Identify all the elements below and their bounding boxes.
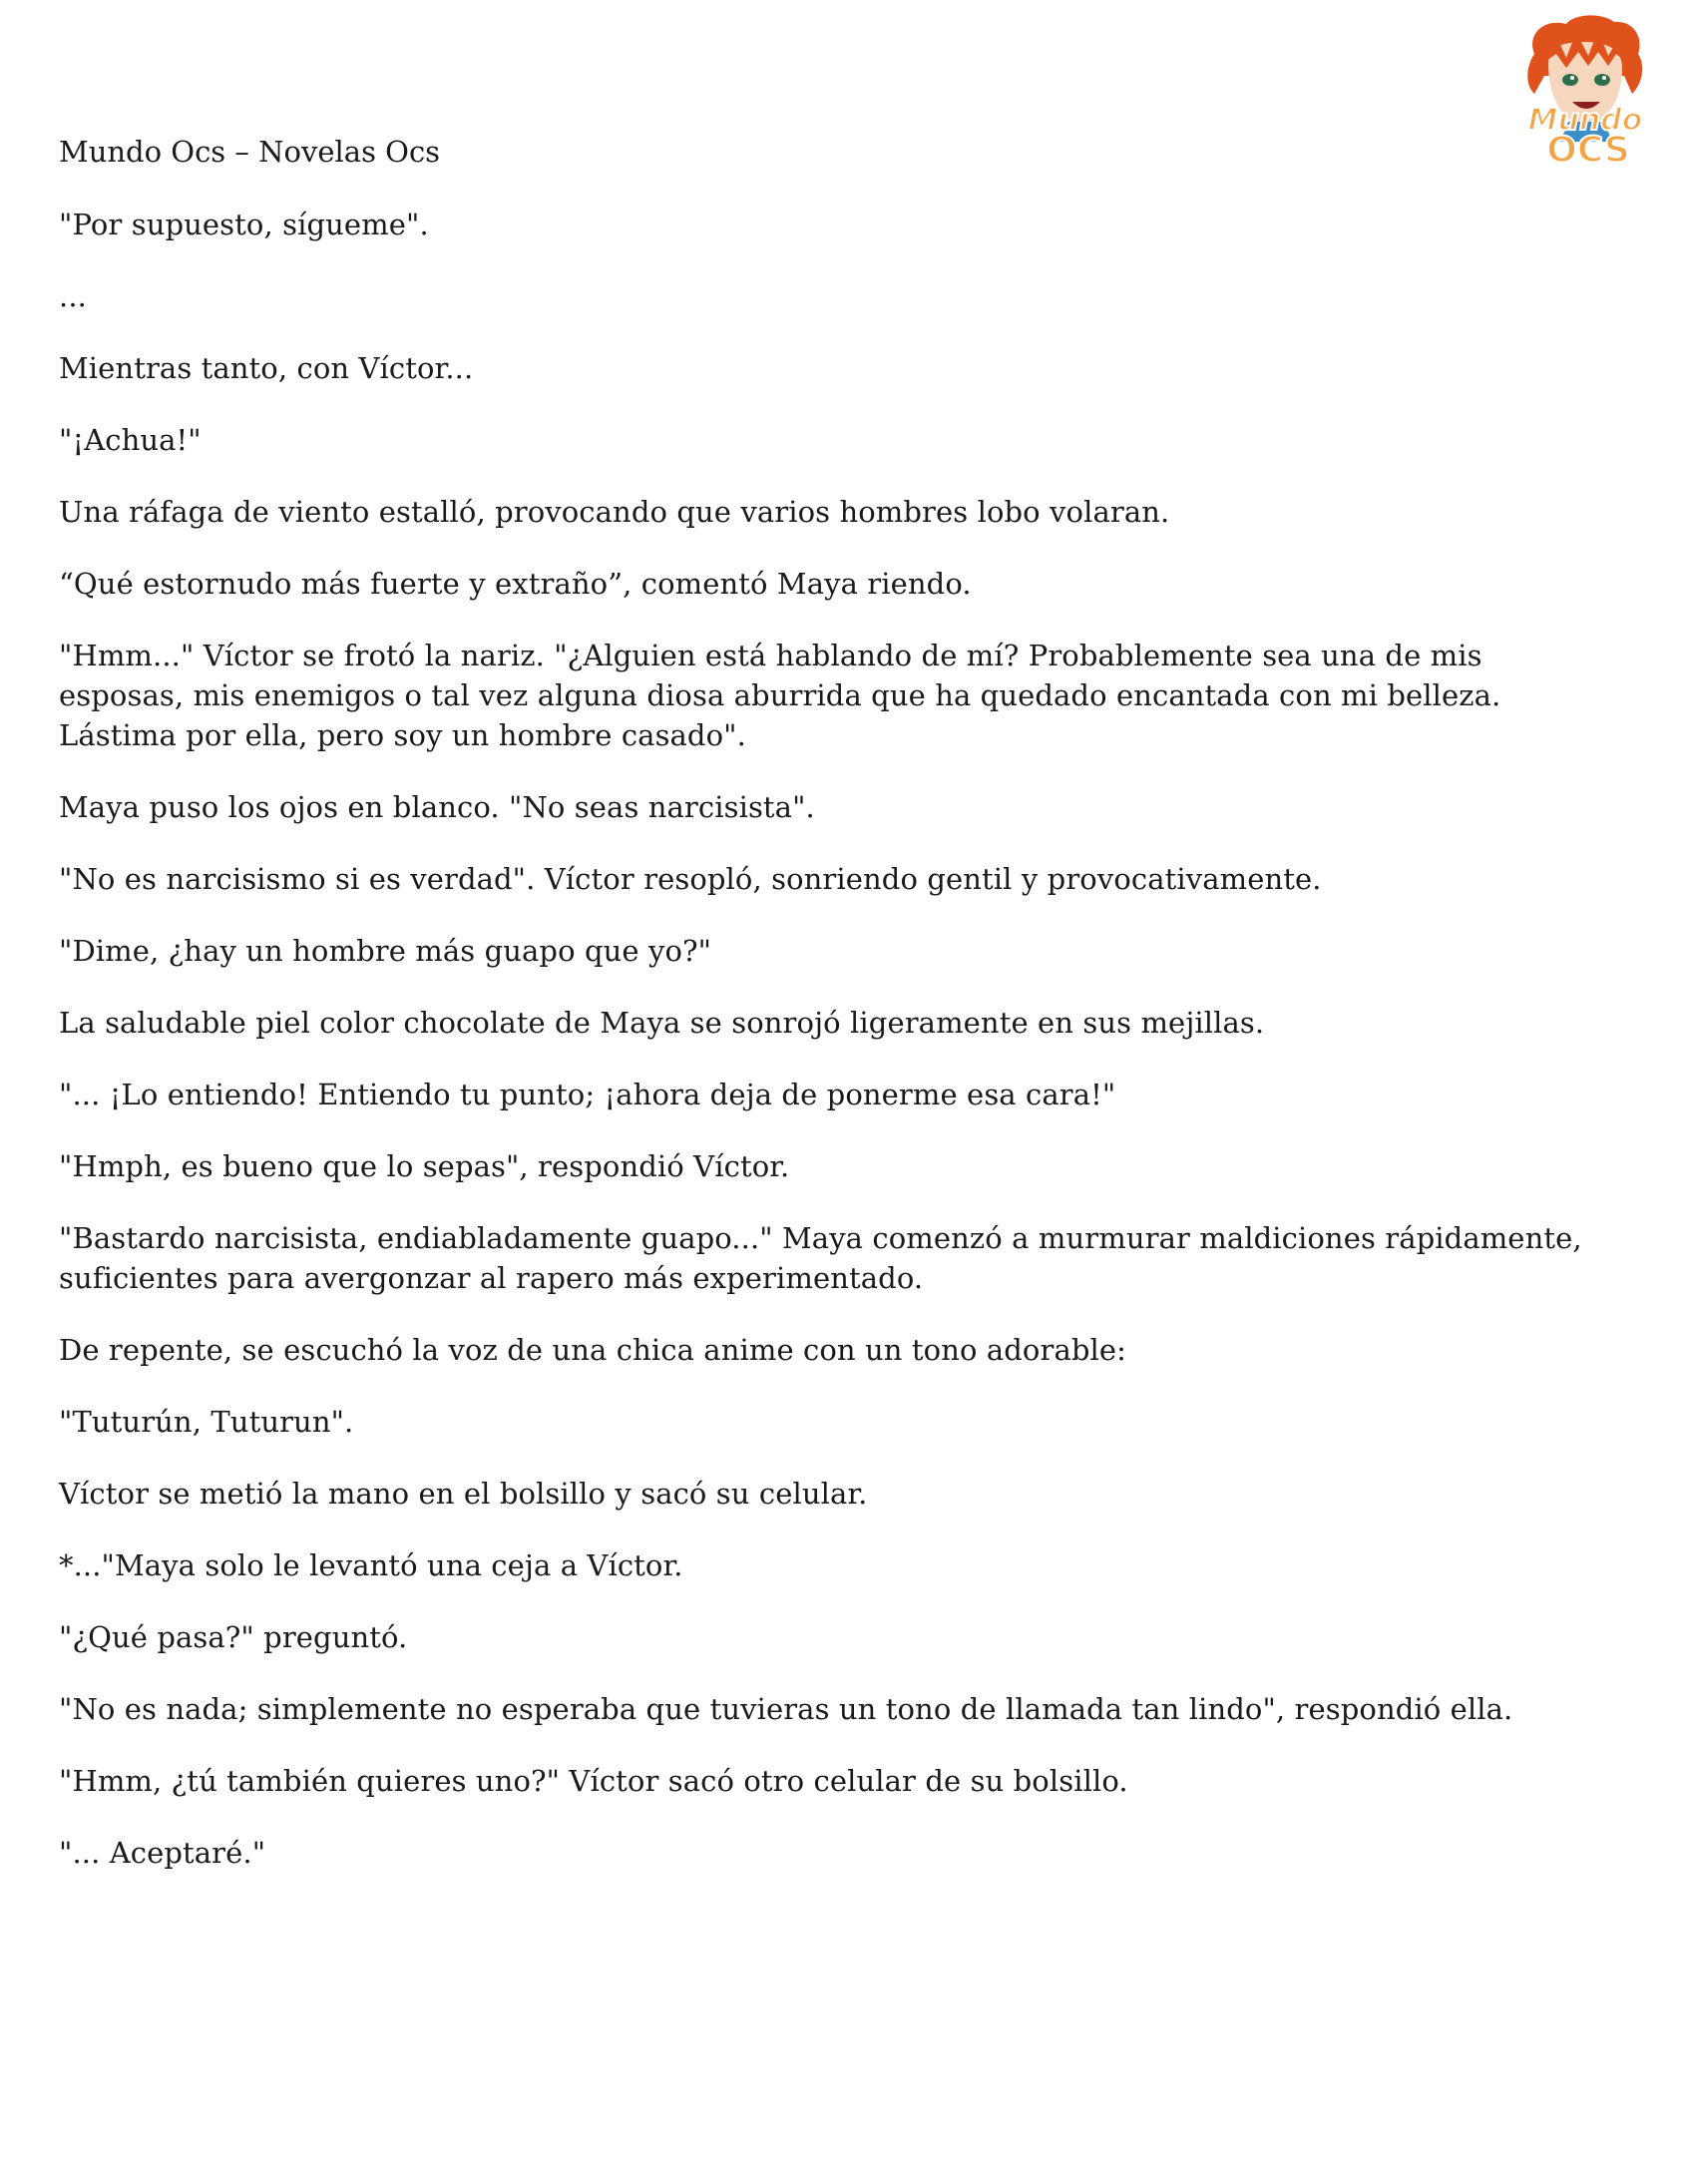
logo-text-top: Mundo <box>1527 103 1643 138</box>
paragraph: Mientras tanto, con Víctor... <box>59 351 474 385</box>
paragraph: *..."Maya solo le levantó una ceja a Víctor. <box>59 1548 683 1582</box>
paragraph: Una ráfaga de viento estalló, provocando que varios hombres lobo volaran. <box>59 495 1170 529</box>
paragraph: La saludable piel color chocolate de Maya se sonrojó ligeramente en sus mejillas. <box>59 1006 1265 1040</box>
paragraph: "Hmm, ¿tú también quieres uno?" Víctor sacó otro celular de su bolsillo. <box>59 1764 1128 1798</box>
paragraph: De repente, se escuchó la voz de una chica anime con un tono adorable: <box>59 1333 1127 1367</box>
paragraph: "No es nada; simplemente no esperaba que tuvieras un tono de llamada tan lindo", respondió ella. <box>59 1692 1513 1726</box>
story-text <box>59 205 1615 1905</box>
logo-text-bottom: OCS <box>1546 130 1630 171</box>
paragraph: "Hmph, es bueno que lo sepas", respondió Víctor. <box>59 1149 790 1183</box>
paragraph: ... <box>59 279 87 313</box>
paragraph: “Qué estornudo más fuerte y extraño”, comentó Maya riendo. <box>59 567 972 601</box>
paragraph: "Bastardo narcisista, endiabladamente guapo..." Maya comenzó a murmurar maldiciones rápidamente, suficientes para avergonzar al rapero más experimentado. <box>59 1221 1582 1295</box>
paragraph: "... ¡Lo entiendo! Entiendo tu punto; ¡ahora deja de ponerme esa cara!" <box>59 1078 1116 1111</box>
paragraph: "¡Achua!" <box>59 423 202 457</box>
page-header: Mundo Ocs – Novelas Ocs <box>59 135 441 169</box>
paragraph: "Dime, ¿hay un hombre más guapo que yo?" <box>59 934 712 968</box>
paragraph: "¿Qué pasa?" preguntó. <box>59 1620 408 1654</box>
paragraph: "Hmm..." Víctor se frotó la nariz. "¿Alguien está hablando de mí? Probablemente sea una de mis esposas, mis enemigos o tal vez alguna diosa aburrida que ha quedado encantada con mi belleza. Lástima por ella, pero soy un hombre casado". <box>59 639 1501 752</box>
paragraph: "Por supuesto, sígueme". <box>59 208 429 241</box>
anime-character-logo-icon <box>1504 14 1666 174</box>
paragraph: Víctor se metió la mano en el bolsillo y sacó su celular. <box>59 1477 868 1511</box>
paragraph: "No es narcisismo si es verdad". Víctor resopló, sonriendo gentil y provocativamente. <box>59 862 1322 896</box>
paragraph: "... Aceptaré." <box>59 1836 266 1870</box>
paragraph: Maya puso los ojos en blanco. "No seas narcisista". <box>59 790 815 824</box>
paragraph: "Tuturún, Tuturun". <box>59 1405 354 1439</box>
